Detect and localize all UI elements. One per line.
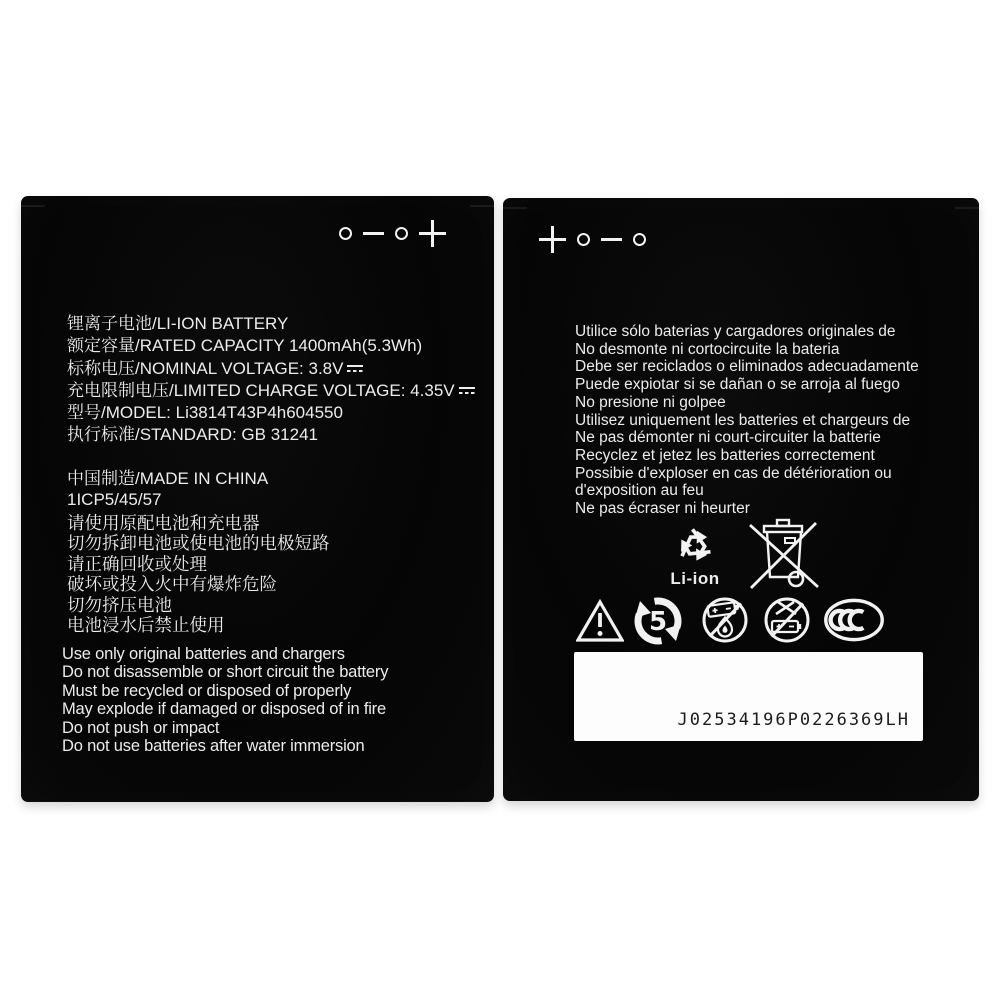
minus-terminal-icon bbox=[601, 238, 622, 242]
ccc-certification-icon bbox=[823, 598, 885, 647]
corner-notch bbox=[955, 207, 979, 209]
battery-back-label bbox=[503, 198, 979, 801]
chinese-warnings-block bbox=[67, 513, 330, 635]
spec-line: 型号/MODEL: Li3814T43P4h604550 bbox=[67, 403, 343, 423]
warning-line-en: May explode if damaged or disposed of in fire bbox=[62, 700, 386, 719]
spanish-french-warnings-block bbox=[575, 323, 919, 518]
origin-line: 1ICP5/45/57 bbox=[67, 490, 162, 509]
warning-line-fr: Ne pas démonter ni court-circuiter la batterie bbox=[575, 429, 881, 447]
spec-line: 执行标准/STANDARD: GB 31241 bbox=[67, 425, 318, 445]
plus-terminal-icon bbox=[419, 220, 446, 247]
battery-front-label bbox=[21, 196, 494, 802]
warning-line-es: No desmonte ni cortocircuite la bateria bbox=[575, 340, 840, 358]
warning-line-fr: Utilisez uniquement les batteries et chargeurs de bbox=[575, 411, 911, 429]
terminal-contact-icon bbox=[395, 227, 408, 240]
china-rohs-efup-icon bbox=[632, 595, 684, 652]
terminal-contact-icon bbox=[633, 233, 646, 246]
warning-line-es: Debe ser reciclados o eliminados adecuadamente bbox=[575, 358, 919, 376]
li-ion-recycle-icon bbox=[666, 518, 724, 575]
dc-voltage-symbol-icon bbox=[347, 365, 363, 374]
warning-line-fr: d'exposition au feu bbox=[575, 482, 704, 500]
battery-spec-block bbox=[67, 313, 475, 447]
origin-block bbox=[67, 468, 268, 510]
warning-line-fr: Ne pas écraser ni heurter bbox=[575, 500, 750, 518]
warning-line-zh: 请使用原配电池和充电器 bbox=[67, 513, 260, 533]
english-warnings-block bbox=[62, 645, 388, 755]
warning-line-fr: Recyclez et jetez les batteries correctement bbox=[575, 446, 875, 464]
warning-line-zh: 请正确回收或处理 bbox=[67, 553, 207, 574]
corner-notch bbox=[503, 207, 527, 209]
origin-line: 中国制造/MADE IN CHINA bbox=[67, 469, 269, 488]
warning-line-en: Do not push or impact bbox=[62, 718, 220, 737]
warning-line-es: Puede expiotar si se dañan o se arroja al fuego bbox=[575, 376, 900, 394]
terminal-contact-icon bbox=[577, 233, 590, 246]
dc-voltage-symbol-icon bbox=[459, 387, 475, 396]
warning-line-zh: 破坏或投入火中有爆炸危险 bbox=[67, 574, 277, 595]
corner-notch bbox=[21, 205, 45, 207]
warning-line-en: Must be recycled or disposed of properly bbox=[62, 681, 352, 700]
terminal-contact-icon bbox=[339, 227, 352, 240]
warning-line-fr: Possibie d'exploser en cas de détérioration ou bbox=[575, 464, 892, 482]
warning-line-en: Use only original batteries and chargers bbox=[62, 645, 345, 663]
spec-line: 充电限制电压/LIMITED CHARGE VOLTAGE: 4.35V bbox=[67, 380, 475, 402]
crossed-wheeled-bin-icon bbox=[746, 516, 822, 597]
warning-line-zh: 切勿挤压电池 bbox=[67, 594, 172, 615]
spec-line: 锂离子电池/LI-ION BATTERY bbox=[67, 314, 289, 333]
spec-line: 标称电压/NOMINAL VOLTAGE: 3.8V bbox=[67, 358, 475, 380]
corner-notch bbox=[470, 205, 494, 207]
serial-number: J02534196P0226369LH bbox=[677, 710, 910, 730]
rohs-efup-years: 5 bbox=[648, 607, 668, 637]
recycle-liion-label: Li-ion bbox=[670, 569, 720, 588]
warning-triangle-icon bbox=[576, 599, 624, 648]
serial-number-strip bbox=[574, 652, 923, 741]
plus-terminal-icon bbox=[539, 226, 566, 253]
terminal-polarity-marks bbox=[539, 226, 646, 253]
warning-line-es: No presione ni golpee bbox=[575, 393, 726, 411]
no-fire-battery-icon bbox=[701, 596, 749, 649]
warning-line-es: Utilice sólo baterias y cargadores originales de bbox=[575, 323, 896, 340]
warning-line-zh: 电池浸水后禁止使用 bbox=[67, 615, 225, 636]
no-disassemble-battery-icon bbox=[763, 596, 811, 649]
warning-line-en: Do not use batteries after water immersion bbox=[62, 737, 365, 756]
spec-line: 额定容量/RATED CAPACITY 1400mAh(5.3Wh) bbox=[67, 336, 423, 356]
terminal-polarity-marks bbox=[339, 220, 446, 247]
warning-line-en: Do not disassemble or short circuit the battery bbox=[62, 663, 389, 682]
minus-terminal-icon bbox=[363, 232, 384, 236]
warning-line-zh: 切勿拆卸电池或使电池的电极短路 bbox=[67, 533, 330, 554]
